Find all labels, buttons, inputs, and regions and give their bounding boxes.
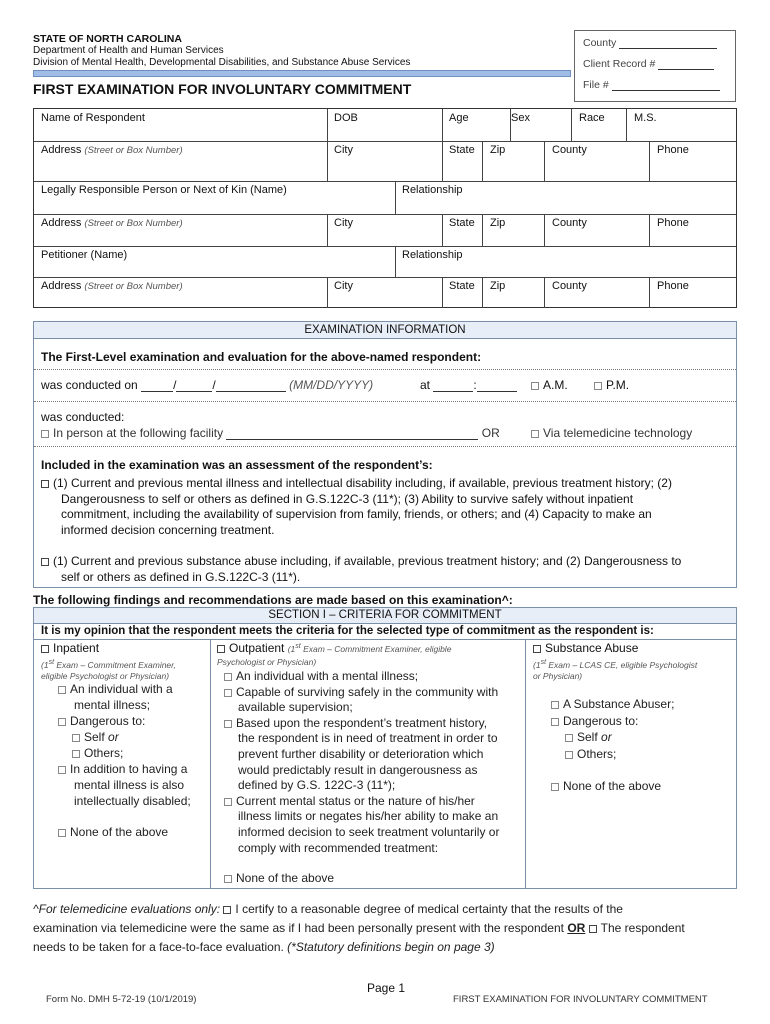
inpatient-self-checkbox[interactable]	[72, 734, 80, 742]
opt-line: Dangerous to:	[563, 713, 639, 728]
race-label: Race	[579, 112, 605, 124]
county-label: County	[552, 217, 587, 229]
state-label: State	[449, 280, 475, 292]
outpatient-mental-status-checkbox[interactable]	[224, 798, 232, 806]
client-record-field[interactable]	[583, 58, 714, 70]
am-option[interactable]	[531, 378, 568, 392]
opt-line: An individual with a mental illness;	[236, 669, 419, 683]
time-row: at :	[420, 378, 517, 392]
exam-month-input[interactable]	[141, 380, 173, 392]
substance-options	[551, 696, 674, 795]
outpatient-opt-mental-status[interactable]	[224, 794, 499, 810]
county-field[interactable]	[583, 37, 717, 49]
conducted-on-label: was conducted on	[41, 378, 138, 392]
assessment-mental-checkbox[interactable]	[41, 480, 49, 488]
respondent-address-label	[41, 144, 183, 156]
county-label: County	[552, 144, 587, 156]
respondent-name-label: Name of Respondent	[41, 112, 145, 124]
at-label: at	[420, 378, 431, 392]
address-label: Address	[41, 217, 82, 229]
sub-part: (1	[287, 644, 296, 654]
self-label: Self	[577, 730, 598, 744]
am-checkbox[interactable]	[531, 382, 539, 390]
outpatient-title: Outpatient	[229, 641, 285, 655]
zip-label: Zip	[490, 280, 506, 292]
assess1-line: commitment, including the availability of supervision from family, friends, or others; and (4) Capacity to make an	[61, 507, 652, 521]
dob-label: DOB	[334, 112, 358, 124]
outpatient-none-checkbox[interactable]	[224, 875, 232, 883]
zip-label: Zip	[490, 144, 506, 156]
section-1-heading: SECTION I – CRITERIA FOR COMMITMENT	[34, 608, 736, 624]
or-label: or	[601, 730, 612, 744]
section-1-opinion: It is my opinion that the respondent meets the criteria for the selected type of commitment as the respondent is:	[41, 625, 654, 637]
none-label: None of the above	[70, 825, 169, 839]
or-label: or	[108, 730, 119, 744]
in-person-checkbox[interactable]	[41, 430, 49, 438]
state-label: State	[449, 217, 475, 229]
footer-title: FIRST EXAMINATION FOR INVOLUNTARY COMMITMENT	[453, 994, 708, 1005]
self-label: Self	[84, 730, 105, 744]
state-name: STATE OF NORTH CAROLINA	[33, 33, 182, 45]
county-label: County	[583, 37, 617, 49]
telemed-or: OR	[567, 921, 586, 935]
telemed-line: examination via telemedicine were the same as if I had been personally present with the respondent	[33, 921, 564, 935]
inpatient-intellectual-checkbox[interactable]	[58, 766, 66, 774]
others-label: Others;	[84, 746, 124, 760]
telemedicine-note	[33, 900, 733, 957]
was-conducted-label: was conducted:	[41, 410, 125, 424]
address-label: Address	[41, 144, 82, 156]
case-info-box	[574, 30, 736, 102]
sex-label: Sex	[511, 112, 530, 124]
legal-person-address-label	[41, 217, 183, 229]
petitioner-label: Petitioner (Name)	[41, 249, 128, 261]
assess1-line: (1) Current and previous mental illness and intellectual disability including, if available, previous treatment history; (2)	[53, 476, 672, 490]
legal-person-label: Legally Responsible Person or Next of Kin (Name)	[41, 184, 287, 196]
telemed-line: needs to be taken for a face-to-face evaluation.	[33, 940, 284, 954]
inpatient-others-option[interactable]	[58, 745, 191, 761]
facility-input[interactable]	[226, 428, 478, 440]
in-person-option[interactable]	[41, 426, 500, 440]
in-person-label: In person at the following facility	[53, 426, 224, 440]
sub-sup: st	[295, 643, 301, 651]
outpatient-subtitle: Psychologist or Physician)	[217, 657, 317, 667]
inpatient-title: Inpatient	[53, 641, 100, 655]
pm-checkbox[interactable]	[594, 382, 602, 390]
sub-part: Exam – Commitment Examiner, eligible	[300, 644, 452, 654]
outpatient-treatment-checkbox[interactable]	[224, 720, 232, 728]
substance-subtitle	[533, 657, 697, 682]
inpatient-options	[58, 681, 191, 840]
exam-info-heading: EXAMINATION INFORMATION	[34, 322, 736, 339]
substance-none-option[interactable]	[551, 778, 674, 795]
opt-line: mental illness is also	[74, 778, 185, 792]
zip-label: Zip	[490, 217, 506, 229]
outpatient-surviving-checkbox[interactable]	[224, 689, 232, 697]
opt-line: the respondent is in need of treatment in order to	[238, 731, 498, 746]
address-hint: (Street or Box Number)	[84, 218, 183, 229]
exam-year-input[interactable]	[216, 380, 286, 392]
pm-option[interactable]	[594, 378, 629, 392]
city-label: City	[334, 144, 353, 156]
telemed-line: The respondent	[600, 921, 685, 935]
opt-line: A Substance Abuser;	[563, 697, 675, 711]
telemedicine-option[interactable]	[531, 426, 692, 440]
client-record-label: Client Record #	[583, 58, 656, 70]
assess1-line: informed decision concerning treatment.	[61, 522, 275, 537]
exam-intro: The First-Level examination and evaluation for the above-named respondent:	[41, 350, 482, 364]
conducted-on-row: was conducted on / / (MM/DD/YYYY)	[41, 378, 374, 392]
sub-line: eligible Psychologist or Physician)	[41, 670, 170, 681]
opt-line: comply with recommended treatment:	[238, 840, 439, 855]
phone-label: Phone	[657, 217, 689, 229]
sub-part: (1	[533, 659, 541, 670]
state-label: State	[449, 144, 475, 156]
page-number: Page 1	[367, 981, 406, 995]
substance-dangerous-checkbox[interactable]	[551, 718, 559, 726]
inpatient-none-checkbox[interactable]	[58, 829, 66, 837]
department-name: Department of Health and Human Services	[33, 45, 224, 56]
opt-line: An individual with a	[70, 682, 173, 696]
or-label: OR	[481, 426, 500, 440]
opt-line: illness limits or negates his/her ability to make an	[238, 809, 499, 824]
telemed-face-to-face-checkbox[interactable]	[589, 925, 597, 933]
outpatient-option[interactable]	[217, 641, 451, 655]
inpatient-opt-mental-illness[interactable]	[58, 681, 191, 697]
form-title: FIRST EXAMINATION FOR INVOLUNTARY COMMITMENT	[33, 81, 412, 97]
outpatient-opt-treatment-history[interactable]	[224, 716, 499, 732]
inpatient-opt-intellectual[interactable]	[58, 761, 191, 777]
assess1-line: Dangerousness to self or others as defined in G.S.122C-3 (11*); (3) Ability to survive safely without inpatient	[61, 491, 634, 506]
city-label: City	[334, 280, 353, 292]
substance-others-checkbox[interactable]	[565, 751, 573, 759]
telemedicine-checkbox[interactable]	[531, 430, 539, 438]
relationship-label: Relationship	[402, 184, 463, 196]
opt-line: prevent further disability or deterioration which	[238, 746, 484, 761]
date-format-hint: (MM/DD/YYYY)	[289, 378, 374, 392]
assess2-line: self or others as defined in G.S.122C-3 (11*).	[61, 569, 301, 584]
sub-part: Exam – LCAS CE, eligible Psychologist	[546, 659, 698, 670]
substance-self-checkbox[interactable]	[565, 734, 573, 742]
outpatient-checkbox[interactable]	[217, 645, 225, 653]
substance-none-checkbox[interactable]	[551, 783, 559, 791]
division-name: Division of Mental Health, Developmental Disabilities, and Substance Abuse Services	[33, 57, 411, 68]
outpatient-mental-illness-checkbox[interactable]	[224, 673, 232, 681]
section-1	[33, 607, 737, 889]
opt-line: Capable of surviving safely in the community with	[236, 684, 499, 699]
inpatient-opt-dangerous[interactable]	[58, 713, 191, 729]
assessment-substance-option[interactable]	[41, 554, 731, 585]
opt-line: Current mental status or the nature of his/her	[236, 793, 475, 808]
statutory-note: (*Statutory definitions begin on page 3)	[287, 940, 495, 954]
outpatient-opt-surviving[interactable]	[224, 685, 499, 701]
inpatient-option[interactable]	[41, 641, 99, 655]
inpatient-mental-illness-checkbox[interactable]	[58, 686, 66, 694]
exam-info-section	[33, 321, 737, 588]
file-label: File #	[583, 79, 609, 91]
included-heading: Included in the examination was an assessment of the respondent’s:	[41, 458, 433, 472]
none-label: None of the above	[236, 871, 335, 886]
phone-label: Phone	[657, 280, 689, 292]
sub-sup: st	[540, 659, 547, 666]
opt-line: intellectually disabled;	[74, 794, 191, 808]
inpatient-checkbox[interactable]	[41, 645, 49, 653]
substance-opt-abuser[interactable]	[551, 696, 674, 713]
opt-line: would predictably result in dangerousness as	[238, 762, 478, 777]
opt-line: available supervision;	[238, 700, 353, 715]
pm-label: P.M.	[606, 378, 630, 392]
form-number: Form No. DMH 5-72-19 (10/1/2019)	[46, 994, 197, 1005]
telemedicine-label: Via telemedicine technology	[543, 426, 693, 440]
opt-line: mental illness;	[74, 698, 151, 712]
exam-minute-input[interactable]	[477, 380, 517, 392]
address-hint: (Street or Box Number)	[84, 145, 183, 156]
relationship-label: Relationship	[402, 249, 463, 261]
others-label: Others;	[577, 746, 617, 761]
assess2-line: (1) Current and previous substance abuse including, if available, previous treatment history; and (2) Dangerousness to	[53, 554, 682, 568]
telemed-line: I certify to a reasonable degree of medical certainty that the results of the	[235, 902, 623, 916]
sub-sup: st	[48, 659, 55, 666]
address-label: Address	[41, 280, 82, 292]
opt-line: informed decision to seek treatment voluntarily or	[238, 824, 500, 839]
petitioner-address-label	[41, 280, 183, 292]
findings-heading: The following findings and recommendations are made based on this examination^:	[33, 593, 513, 607]
substance-others-option[interactable]	[551, 746, 674, 763]
outpatient-options	[224, 669, 499, 887]
substance-self-option[interactable]	[551, 729, 674, 746]
telemed-certify-checkbox[interactable]	[223, 906, 231, 914]
county-label: County	[552, 280, 587, 292]
assessment-mental-option[interactable]	[41, 476, 731, 538]
inpatient-self-option[interactable]	[58, 729, 191, 745]
opt-line: Based upon the respondent’s treatment history,	[236, 715, 488, 730]
assessment-substance-checkbox[interactable]	[41, 558, 49, 566]
substance-title: Substance Abuse	[545, 641, 639, 655]
inpatient-subtitle	[41, 657, 176, 682]
inpatient-others-checkbox[interactable]	[72, 750, 80, 758]
sub-line: or Physician)	[533, 670, 583, 681]
am-label: A.M.	[543, 378, 568, 392]
address-hint: (Street or Box Number)	[84, 281, 183, 292]
sub-part: (1	[41, 659, 49, 670]
phone-label: Phone	[657, 144, 689, 156]
file-number-field[interactable]	[583, 79, 720, 91]
substance-abuse-checkbox[interactable]	[533, 645, 541, 653]
city-label: City	[334, 217, 353, 229]
inpatient-dangerous-checkbox[interactable]	[58, 718, 66, 726]
header-accent-bar	[33, 70, 571, 77]
none-label: None of the above	[563, 779, 662, 793]
sub-part: Exam – Commitment Examiner,	[54, 659, 176, 670]
ms-label: M.S.	[634, 112, 657, 124]
respondent-table	[33, 108, 737, 308]
opt-line: In addition to having a	[70, 762, 188, 776]
telemed-prefix: ^For telemedicine evaluations only:	[33, 902, 221, 916]
inpatient-none-option[interactable]	[58, 824, 191, 840]
substance-abuser-checkbox[interactable]	[551, 701, 559, 709]
outpatient-opt-mental-illness[interactable]	[224, 669, 499, 685]
opt-line: defined by G.S. 122C-3 (11*);	[238, 778, 396, 793]
opt-line: Dangerous to:	[70, 714, 146, 728]
substance-abuse-option[interactable]	[533, 641, 638, 655]
exam-day-input[interactable]	[176, 380, 212, 392]
exam-hour-input[interactable]	[433, 380, 473, 392]
substance-opt-dangerous[interactable]	[551, 713, 674, 730]
outpatient-none-option[interactable]	[224, 871, 499, 887]
age-label: Age	[449, 112, 469, 124]
